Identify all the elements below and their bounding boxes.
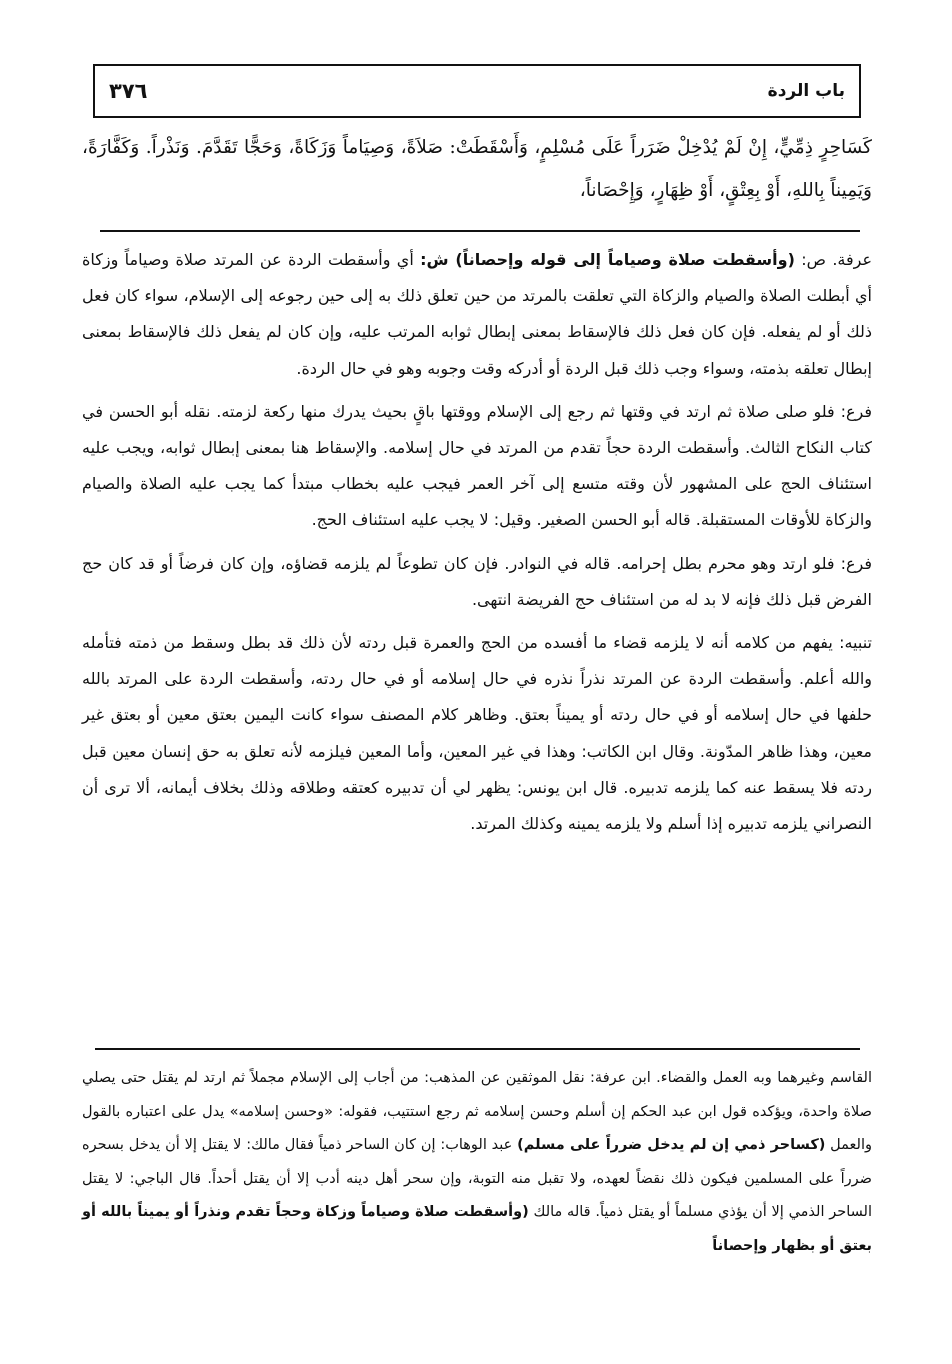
footnote-quote: (كساحر ذمي إن لم يدخل ضرراً على مسلم) — [517, 1137, 826, 1153]
quoted-matn: (وأسقطت صلاة وصياماً إلى قوله وإحصاناً) ش: — [420, 250, 795, 269]
chapter-title: باب الردة — [767, 81, 845, 101]
page-number: ٣٧٦ — [109, 79, 148, 103]
footnote-divider — [95, 1048, 860, 1050]
page-header — [93, 64, 861, 118]
commentary-paragraph: فرع: فلو صلى صلاة ثم ارتد في وقتها ثم رجع إلى الإسلام ووقتها باقٍ بحيث يدرك منها ركعة لزمته. نقله أبو الحسن في كتاب النكاح الثالث. وأسقطت الردة حجاً تقدم من المرتد في حال إسلامه. والإسقاط هنا بمعنى إبطال ثوابه، ويجب عليه استئناف الحج على المشهور لأن وقته متسع إلى آخر العمر فيجب عليه بخطاب مبتدأ كما يجب عليه الصلاة والصيام والزكاة للأوقات المستقبلة. قاله أبو الحسن الصغير. وقيل: لا يجب عليه استئناف الحج. — [82, 401, 872, 530]
footnotes-section — [82, 1062, 872, 1263]
footnote-text: عبد الوهاب: إن كان الساحر ذمياً فقال مالك: لا يقتل إلا أن يدخل بسحره ضرراً على المسلمين فيكون ذلك نقضاً لعهده، ولا تقبل منه التوبة، وإن سحر أهل دينه أدب إلا أن يقتل أحداً. قال الباجي: لا يقتل الساحر الذمي إلا أن يؤذي مسلماً أو يقتل ذمياً. قاله مالك — [82, 1137, 872, 1220]
paragraph-intro: عرفة. ص: — [794, 250, 872, 269]
commentary-text — [82, 242, 872, 849]
commentary-paragraph: تنبيه: يفهم من كلامه أنه لا يلزمه قضاء ما أفسده من الحج والعمرة قبل ردته لأن ذلك قد بطل وسقط من ذمته فتأمله والله أعلم. وأسقطت الردة عن المرتد نذراً نذره في حال إسلامه أو في حال ردته، وأسقطت الردة على المرتد بالله حلفها في حال إسلامه أو في حال ردته أو يميناً بعتق. وظاهر كلام المصنف سواء كانت اليمين بعتق معين أو بعتق غير معين، وهذا ظاهر المدّونة. وقال ابن الكاتب: وهذا في غير المعين، وأما المعين فيلزمه لأنه تعلق به حق إنسان معين قبل ردته فلا يسقط عنه كما يلزمه تدبيره. قال ابن يونس: يظهر لي أن تدبيره كعتقه وطلاقه وذلك بخلاف أيمانه، ألا ترى أن النصراني يلزمه تدبيره إذا أسلم ولا يلزمه يمينه وكذلك المرتد. — [82, 633, 872, 834]
matn-verse: كَسَاحِرٍ ذِمِّيٍّ، إِنْ لَمْ يُدْخِلْ ضَرَراً عَلَى مُسْلِمٍ، وَأَسْقَطَتْ: صَلاَةً، وَصِيَاماً وَزَكَاةً، وَحَجًّا تَقَدَّمَ. وَنَذْراً. وَكَفَّارَةً، وَيَمِيناً بِاللهِ، أَوْ بِعِتْقٍ، أَوْ ظِهَارٍ، وَإِحْصَاناً، — [82, 137, 872, 201]
paragraph-text: أي وأسقطت الردة عن المرتد صلاة وصياماً وزكاة أي أبطلت الصلاة والصيام والزكاة التي تعلقت بالمرتد من حين تعلق ذلك به إلى حين رجوعه إلى الإسلام، سواء كان فعل ذلك أو لم يفعله. فإن كان فعل ذلك فالإسقاط بمعنى إبطال ثوابه المرتب عليه، وإن كان لم يفعل ذلك فالإسقاط بمعنى إبطال تعلقه بذمته، وسواء وجب ذلك قبل الردة أو أدركه وقت وجوبه وهو في حال الردة. — [82, 250, 872, 378]
verse-divider — [100, 230, 860, 232]
commentary-paragraph: فرع: فلو ارتد وهو محرم بطل إحرامه. قاله في النوادر. فإن كان تطوعاً لم يلزمه قضاؤه، وإن كان فرضاً أو قد كان حج الفرض قبل ذلك فإنه لا بد له من استئناف حج الفريضة انتهى. — [82, 553, 872, 609]
footnote-quote: (وأسقطت صلاة وصياماً وزكاة وحجاً تقدم ونذراً أو يميناً بالله أو بعتق أو بظهار وإحصاناً — [82, 1204, 872, 1254]
footnote-text: القاسم وغيرهما وبه العمل والقضاء. ابن عرفة: نقل الموثقين عن المذهب: من أجاب إلى الإسلام مجملاً ثم ارتد لم يقتل حتى يصلي صلاة واحدة، ويؤكده قول ابن عبد الحكم إن أسلم وحسن إسلامه ثم رجع استتيب، فقوله: «وحسن إسلامه» يدل على اعتباره بالقول والعمل — [82, 1070, 872, 1153]
commentary-paragraph — [82, 242, 872, 387]
